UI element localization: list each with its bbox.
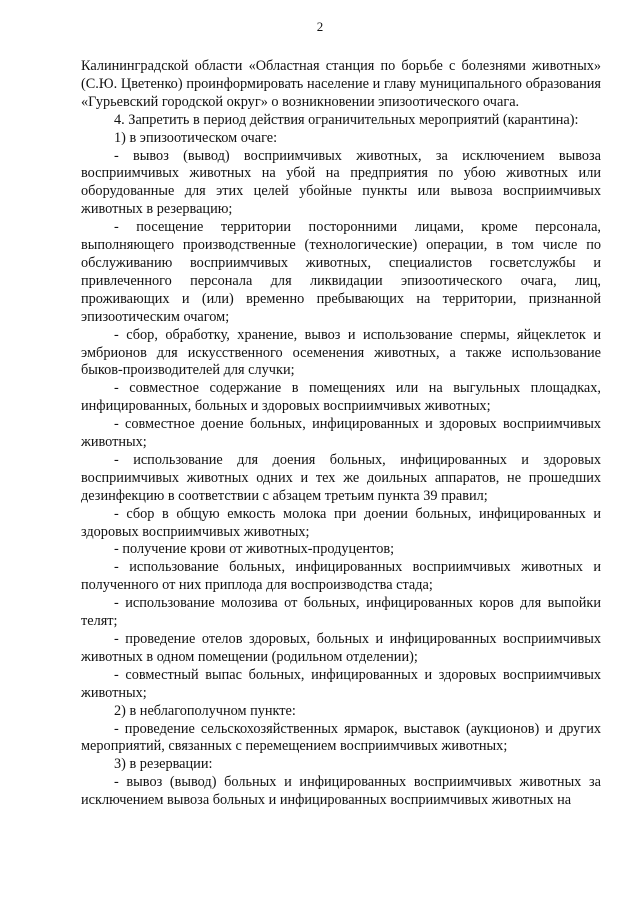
document-body: [81, 58, 601, 810]
paragraph-p-4-1-e: - совместное доение больных, инфицированных и здоровых восприимчивых животных;: [81, 416, 601, 451]
paragraph-p-4-3: 3) в резервации:: [114, 756, 213, 773]
paragraph-p-4-1-c: - сбор, обработку, хранение, вывоз и использование спермы, яйцеклеток и эмбрионов для искусственного осеменения животных, а также использование быков-производителей для случки;: [81, 326, 601, 379]
paragraph-p-4-1-k: - проведение отелов здоровых, больных и инфицированных восприимчивых животных в одном помещении (родильном отделении);: [81, 631, 601, 665]
paragraph-p-4-1-g: - сбор в общую емкость молока при доении больных, инфицированных и здоровых восприимчивых животных;: [81, 505, 601, 540]
paragraph-p-4-2: 2) в неблагополучном пункте:: [114, 702, 296, 719]
paragraph-p-4-1-a: - вывоз (вывод) восприимчивых животных, за исключением вывоза восприимчивых животных на убой на предприятия по убою животных или оборудованные для этих целей убойные пункты или вывоза восприимчивых животных в резервацию;: [81, 147, 601, 218]
page-number: 2: [316, 19, 324, 34]
paragraph-p-4-1: 1) в эпизоотическом очаге:: [114, 129, 278, 146]
paragraph-p-4-1-d: - совместное содержание в помещениях или на выгульных площадках, инфицированных, больных и здоровых восприимчивых животных;: [81, 380, 601, 415]
paragraph-p-4-1-h: - получение крови от животных-продуцентов;: [114, 541, 395, 558]
paragraph-p-4-1-j: - использование молозива от больных, инфицированных коров для выпойки телят;: [81, 595, 601, 630]
paragraph-p-4: 4. Запретить в период действия ограничительных мероприятий (карантина):: [114, 111, 579, 128]
paragraph-p-4-1-f: - использование для доения больных, инфицированных и здоровых восприимчивых животных одних и тех же доильных аппаратов, не прошедших дезинфекцию в соответствии с абзацем третьим пункта 39 правил;: [81, 451, 601, 504]
paragraph-p-4-1-i: - использование больных, инфицированных восприимчивых животных и полученного от них приплода для воспроизводства стада;: [81, 559, 601, 594]
paragraph-p-4-1-b: - посещение территории посторонними лицами, кроме персонала, выполняющего производственные (технологические) операции, в том числе по обслуживанию восприимчивых животных, специалистов госветслужбы и привлеченного персонала для ликвидации эпизоотического очага, лиц, проживающих и (или) временно пребывающих на территории, признанной эпизоотическим очагом;: [81, 219, 601, 325]
paragraph-p-4-2-a: - проведение сельскохозяйственных ярмарок, выставок (аукционов) и других мероприятий, связанных с перемещением восприимчивых животных;: [81, 720, 601, 755]
paragraph-p-cont: Калининградской области «Областная станция по борьбе с болезнями животных» (С.Ю. Цветенко) проинформировать население и главу муниципального образования «Гурьевский городской округ» о возникновении эпизоотического очага.: [81, 58, 601, 110]
paragraph-p-4-1-l: - совместный выпас больных, инфицированных и здоровых восприимчивых животных;: [81, 666, 601, 701]
paragraph-p-4-3-a: - вывоз (вывод) больных и инфицированных восприимчивых животных за исключением вывоза больных и инфицированных восприимчивых животных на: [81, 774, 601, 809]
